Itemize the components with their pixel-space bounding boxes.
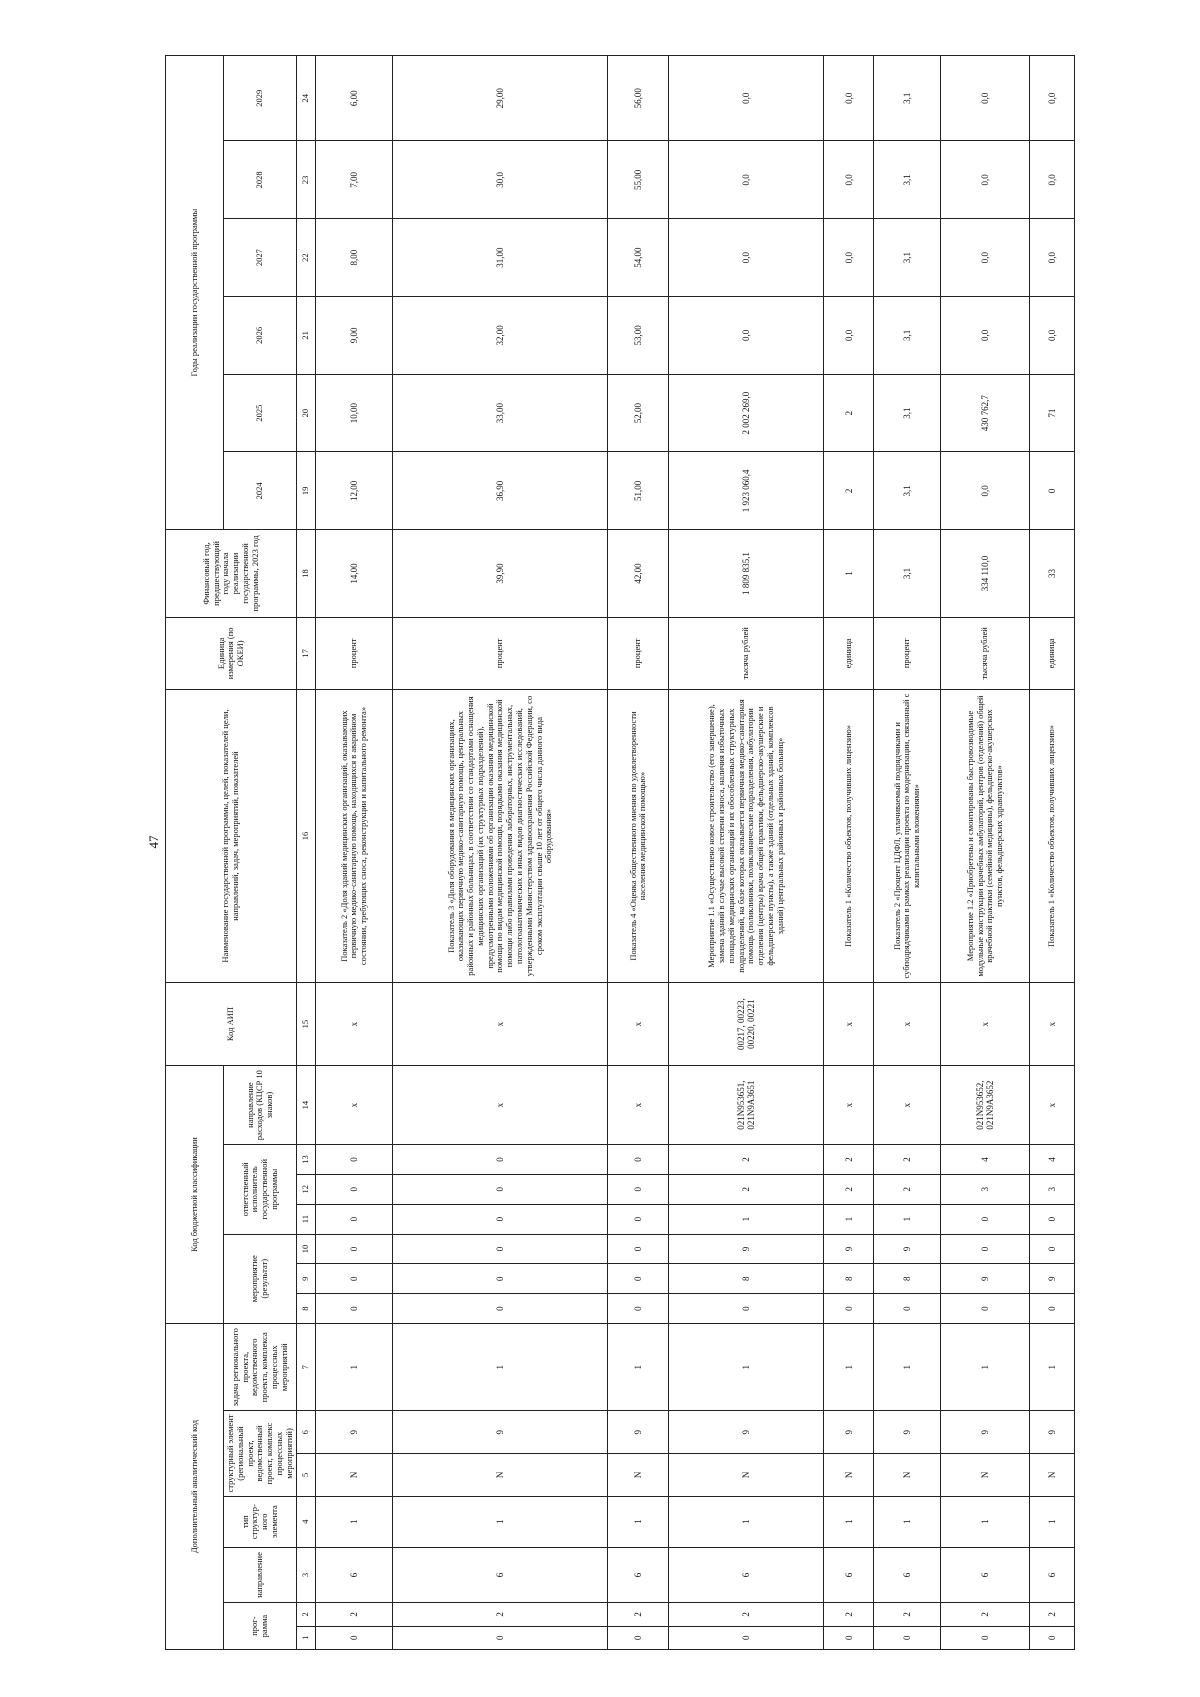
- cell-executor-1: 0: [316, 1204, 393, 1234]
- cell-struct-element-1: N: [874, 1454, 941, 1497]
- cell-2027: 31,00: [393, 219, 608, 297]
- cell-2025: 3,1: [874, 374, 941, 452]
- cell-struct-type: 1: [316, 1496, 393, 1547]
- column-number: 5: [297, 1454, 316, 1497]
- column-number: 24: [297, 56, 316, 141]
- cell-2029: 0,0: [669, 56, 824, 141]
- cell-unit: процент: [316, 617, 393, 689]
- cell-2026: 53,00: [608, 296, 669, 374]
- cell-event-3: 0: [941, 1234, 1030, 1264]
- cell-event-1: 0: [941, 1294, 1030, 1324]
- cell-expense-direction: х: [316, 1066, 393, 1145]
- cell-expense-direction: х: [608, 1066, 669, 1145]
- cell-struct-element-2: 9: [669, 1411, 824, 1454]
- cell-name: Мероприятие 1.2 «Приобретены и смонтированы быстровозводимые модульные конструкции врачебных амбулаторий, центров (отделений) общей врачебной практики (семейной медицины), фельдшерско-акушерских пунктов, фельдшерских здравпунктов»: [941, 690, 1030, 983]
- column-number: 13: [297, 1145, 316, 1175]
- cell-event-3: 9: [874, 1234, 941, 1264]
- cell-2027: 0,0: [941, 219, 1030, 297]
- cell-expense-direction: х: [393, 1066, 608, 1145]
- cell-base-year: 1 809 835,1: [669, 530, 824, 617]
- header-year-2028: 2028: [224, 141, 297, 219]
- cell-aip-code: х: [393, 983, 608, 1066]
- header-name: Наименование государственной программы, целей, показателей цели, направлений, задач, мероприятий, показателей: [166, 690, 297, 983]
- cell-executor-2: 3: [941, 1174, 1030, 1204]
- cell-struct-element-1: N: [316, 1454, 393, 1497]
- cell-event-1: 0: [608, 1294, 669, 1324]
- header-base-year: Финансовый год, предшествующий году начала реализации государственной программы, 2023 год: [166, 530, 297, 617]
- cell-program-2: 2: [1030, 1603, 1075, 1626]
- cell-2024: 36,90: [393, 452, 608, 530]
- cell-2027: 3,1: [874, 219, 941, 297]
- cell-program-2: 2: [393, 1603, 608, 1626]
- cell-direction: 6: [824, 1547, 874, 1602]
- cell-base-year: 42,00: [608, 530, 669, 617]
- cell-program-2: 2: [669, 1603, 824, 1626]
- cell-2024: 0: [1030, 452, 1075, 530]
- page-number: 47: [146, 835, 161, 849]
- cell-direction: 6: [316, 1547, 393, 1602]
- cell-struct-element-2: 9: [316, 1411, 393, 1454]
- column-number: 9: [297, 1264, 316, 1294]
- cell-program-1: 0: [824, 1626, 874, 1649]
- cell-expense-direction: 021N953651, 021N9A3651: [669, 1066, 824, 1145]
- cell-struct-element-1: N: [608, 1454, 669, 1497]
- cell-base-year: 1: [824, 530, 874, 617]
- cell-executor-1: 1: [824, 1204, 874, 1234]
- header-executor: ответственный исполнитель государственной программы: [224, 1145, 297, 1234]
- cell-unit: тысяча рублей: [669, 617, 824, 689]
- cell-event-2: 0: [316, 1264, 393, 1294]
- header-year-2026: 2026: [224, 296, 297, 374]
- cell-2024: 12,00: [316, 452, 393, 530]
- cell-struct-type: 1: [1030, 1496, 1075, 1547]
- column-number: 10: [297, 1234, 316, 1264]
- cell-program-2: 2: [608, 1603, 669, 1626]
- table-row: [1030, 56, 1075, 1650]
- table-row: [874, 56, 941, 1650]
- cell-struct-element-1: N: [824, 1454, 874, 1497]
- table-row: [669, 56, 824, 1650]
- cell-event-1: 0: [393, 1294, 608, 1324]
- cell-direction: 6: [608, 1547, 669, 1602]
- header-additional-code: Дополнительный аналитический код: [166, 1324, 224, 1650]
- column-number: 21: [297, 296, 316, 374]
- cell-unit: тысяча рублей: [941, 617, 1030, 689]
- cell-executor-1: 0: [1030, 1204, 1075, 1234]
- cell-2027: 0,0: [669, 219, 824, 297]
- cell-2029: 29,00: [393, 56, 608, 141]
- column-number: 14: [297, 1066, 316, 1145]
- column-number: 20: [297, 374, 316, 452]
- cell-executor-3: 0: [316, 1145, 393, 1175]
- cell-event-2: 9: [1030, 1264, 1075, 1294]
- column-number: 3: [297, 1547, 316, 1602]
- cell-struct-element-1: N: [393, 1454, 608, 1497]
- header-unit: Единица измерения (по ОКЕИ): [166, 617, 297, 689]
- cell-aip-code: 00217, 00223, 00220, 00221: [669, 983, 824, 1066]
- cell-task: 1: [393, 1324, 608, 1411]
- cell-executor-1: 0: [608, 1204, 669, 1234]
- cell-2026: 0,0: [941, 296, 1030, 374]
- cell-event-2: 9: [941, 1264, 1030, 1294]
- cell-struct-element-2: 9: [1030, 1411, 1075, 1454]
- cell-struct-type: 1: [941, 1496, 1030, 1547]
- cell-task: 1: [316, 1324, 393, 1411]
- header-budget-code: Код бюджетной классификации: [166, 1066, 224, 1324]
- cell-2029: 0,0: [1030, 56, 1075, 141]
- cell-base-year: 39,90: [393, 530, 608, 617]
- cell-2026: 9,00: [316, 296, 393, 374]
- cell-event-1: 0: [669, 1294, 824, 1324]
- cell-program-1: 0: [874, 1626, 941, 1649]
- cell-program-2: 2: [316, 1603, 393, 1626]
- cell-struct-type: 1: [669, 1496, 824, 1547]
- column-number: 22: [297, 219, 316, 297]
- column-number: 6: [297, 1411, 316, 1454]
- column-number: 16: [297, 690, 316, 983]
- cell-event-3: 0: [1030, 1234, 1075, 1264]
- cell-2027: 0,0: [824, 219, 874, 297]
- cell-2028: 30,0: [393, 141, 608, 219]
- cell-task: 1: [669, 1324, 824, 1411]
- cell-task: 1: [1030, 1324, 1075, 1411]
- column-number: 12: [297, 1174, 316, 1204]
- cell-expense-direction: х: [874, 1066, 941, 1145]
- cell-task: 1: [824, 1324, 874, 1411]
- cell-2025: 10,00: [316, 374, 393, 452]
- table-row: [608, 56, 669, 1650]
- cell-2029: 0,0: [941, 56, 1030, 141]
- cell-2024: 0,0: [941, 452, 1030, 530]
- column-number: 4: [297, 1496, 316, 1547]
- header-event: мероприятие (результат): [224, 1234, 297, 1323]
- cell-event-3: 0: [608, 1234, 669, 1264]
- cell-program-1: 0: [316, 1626, 393, 1649]
- cell-name: Показатель 3 «Доля оборудования в медицинских организациях, оказывающих первичную медико-санитарную помощь, центральных районных и районных больницах, в соответствии со стандартами оснащения медицинских организаций (их структурных подразделений), предусмотренными положениями об организации оказания медицинской помощи по видам медицинской помощи, порядками оказания медицинской помощи либо правилами проведения лабораторных, инструментальных, патологоанатомических и иных видов диагностических исследований, утвержденными Министерством здравоохранения Российской Федерации, со сроком эксплуатации свыше 10 лет от общего числа данного вида оборудования»: [393, 690, 608, 983]
- cell-event-2: 8: [874, 1264, 941, 1294]
- header-aip-code: Код АИП: [166, 983, 297, 1066]
- cell-task: 1: [941, 1324, 1030, 1411]
- cell-2024: 2: [824, 452, 874, 530]
- cell-direction: 6: [669, 1547, 824, 1602]
- cell-struct-element-2: 9: [608, 1411, 669, 1454]
- header-years-title: Годы реализации государственной программы: [166, 56, 224, 530]
- cell-2028: 0,0: [824, 141, 874, 219]
- header-struct-type: тип структур-ного элемента: [224, 1496, 297, 1547]
- cell-executor-1: 0: [393, 1204, 608, 1234]
- cell-2024: 51,00: [608, 452, 669, 530]
- cell-event-1: 0: [824, 1294, 874, 1324]
- column-number: 8: [297, 1294, 316, 1324]
- cell-unit: процент: [393, 617, 608, 689]
- cell-name: Показатель 1 «Количество объектов, получивших лицензию»: [824, 690, 874, 983]
- cell-unit: процент: [608, 617, 669, 689]
- cell-2026: 0,0: [1030, 296, 1075, 374]
- cell-aip-code: х: [941, 983, 1030, 1066]
- cell-program-1: 0: [941, 1626, 1030, 1649]
- header-year-2027: 2027: [224, 219, 297, 297]
- column-number: 7: [297, 1324, 316, 1411]
- cell-task: 1: [608, 1324, 669, 1411]
- cell-aip-code: х: [608, 983, 669, 1066]
- column-number: 23: [297, 141, 316, 219]
- cell-direction: 6: [393, 1547, 608, 1602]
- header-direction: направление: [224, 1547, 297, 1602]
- cell-2026: 0,0: [824, 296, 874, 374]
- cell-executor-1: 0: [941, 1204, 1030, 1234]
- cell-direction: 6: [1030, 1547, 1075, 1602]
- cell-2026: 0,0: [669, 296, 824, 374]
- cell-struct-type: 1: [874, 1496, 941, 1547]
- cell-program-1: 0: [1030, 1626, 1075, 1649]
- header-year-2024: 2024: [224, 452, 297, 530]
- cell-2025: 430 762,7: [941, 374, 1030, 452]
- header-struct-element: структурный элемент (региональный проект, ведомственный проект, комплекс процессных мероприятий): [224, 1411, 297, 1496]
- table-row: [393, 56, 608, 1650]
- cell-program-1: 0: [669, 1626, 824, 1649]
- cell-executor-1: 1: [669, 1204, 824, 1234]
- rotated-page-area: [165, 55, 1165, 1650]
- landscape-sheet: [165, 55, 1165, 1650]
- cell-program-1: 0: [393, 1626, 608, 1649]
- header-year-2029: 2029: [224, 56, 297, 141]
- cell-event-1: 0: [316, 1294, 393, 1324]
- cell-event-1: 0: [1030, 1294, 1075, 1324]
- cell-program-1: 0: [608, 1626, 669, 1649]
- cell-struct-element-1: N: [1030, 1454, 1075, 1497]
- cell-2025: 2: [824, 374, 874, 452]
- cell-aip-code: х: [1030, 983, 1075, 1066]
- cell-2026: 3,1: [874, 296, 941, 374]
- cell-name: Показатель 2 «Доля зданий медицинских организаций, оказывающих первичную медико-санитарную помощь, находящихся в аварийном состоянии, требующих сноса, реконструкции и капитального ремонта»: [316, 690, 393, 983]
- cell-2028: 3,1: [874, 141, 941, 219]
- cell-executor-2: 3: [1030, 1174, 1075, 1204]
- header-expense-direction: направление расходов (КЦСР 10 знаков): [224, 1066, 297, 1145]
- cell-event-1: 0: [874, 1294, 941, 1324]
- cell-struct-type: 1: [824, 1496, 874, 1547]
- cell-unit: единица: [824, 617, 874, 689]
- cell-name: Показатель 4 «Оценка общественного мнения по удовлетворенности населения медицинской помощью»: [608, 690, 669, 983]
- cell-2029: 0,0: [824, 56, 874, 141]
- cell-2027: 54,00: [608, 219, 669, 297]
- cell-2025: 71: [1030, 374, 1075, 452]
- cell-base-year: 334 110,0: [941, 530, 1030, 617]
- cell-name: Показатель 1 «Количество объектов, получивших лицензию»: [1030, 690, 1075, 983]
- cell-event-2: 0: [608, 1264, 669, 1294]
- cell-event-3: 9: [669, 1234, 824, 1264]
- column-number: 1: [297, 1626, 316, 1649]
- cell-struct-element-1: N: [669, 1454, 824, 1497]
- cell-executor-2: 0: [608, 1174, 669, 1204]
- column-number: 11: [297, 1204, 316, 1234]
- header-task: задача регионального проекта, ведомственного проекта, комплекса процессных мероприятий: [224, 1324, 297, 1411]
- cell-expense-direction: х: [1030, 1066, 1075, 1145]
- cell-name: Показатель 2 «Процент ЦДФЛ, уплачиваемый подрядчиками и субподрядчиками в рамках реализации проекта по модернизации, связанный с капитальными вложениями»: [874, 690, 941, 983]
- table-row: [316, 56, 393, 1650]
- cell-2028: 55,00: [608, 141, 669, 219]
- cell-2025: 33,00: [393, 374, 608, 452]
- cell-name: Мероприятие 1.1 «Осуществлено новое строительство (его завершение), замена зданий в случае высокой степени износа, наличия избыточных площадей медицинских организаций и их обособленных структурных подразделений, на базе которых оказывается первичная медико-санитарная помощь (поликлиники, поликлинические подразделения, амбулатории отделения (центры) врача общей практики, фельдшерско-акушерские и фельдшерские пункты), а также зданий (отдельных зданий, комплексов зданий) центральных районных и районных больниц»: [669, 690, 824, 983]
- column-number-row: [297, 56, 316, 1650]
- cell-executor-3: 0: [608, 1145, 669, 1175]
- cell-program-2: 2: [941, 1603, 1030, 1626]
- cell-executor-3: 2: [874, 1145, 941, 1175]
- cell-2028: 0,0: [941, 141, 1030, 219]
- cell-2027: 8,00: [316, 219, 393, 297]
- cell-executor-2: 2: [669, 1174, 824, 1204]
- cell-executor-2: 2: [874, 1174, 941, 1204]
- header-row-1: [166, 56, 224, 1650]
- cell-direction: 6: [874, 1547, 941, 1602]
- cell-2028: 0,0: [669, 141, 824, 219]
- cell-unit: единица: [1030, 617, 1075, 689]
- cell-program-2: 2: [874, 1603, 941, 1626]
- cell-expense-direction: х: [824, 1066, 874, 1145]
- cell-2029: 3,1: [874, 56, 941, 141]
- cell-2024: 1 923 060,4: [669, 452, 824, 530]
- cell-event-3: 9: [824, 1234, 874, 1264]
- cell-aip-code: х: [824, 983, 874, 1066]
- cell-base-year: 33: [1030, 530, 1075, 617]
- cell-struct-element-1: N: [941, 1454, 1030, 1497]
- cell-2025: 2 002 269,0: [669, 374, 824, 452]
- cell-2029: 6,00: [316, 56, 393, 141]
- cell-expense-direction: 021N953652, 021N9A3652: [941, 1066, 1030, 1145]
- cell-task: 1: [874, 1324, 941, 1411]
- column-number: 19: [297, 452, 316, 530]
- cell-event-3: 0: [393, 1234, 608, 1264]
- cell-executor-2: 0: [316, 1174, 393, 1204]
- cell-event-3: 0: [316, 1234, 393, 1264]
- cell-2025: 52,00: [608, 374, 669, 452]
- cell-base-year: 3,1: [874, 530, 941, 617]
- cell-event-2: 8: [669, 1264, 824, 1294]
- cell-struct-element-2: 9: [941, 1411, 1030, 1454]
- cell-struct-element-2: 9: [874, 1411, 941, 1454]
- cell-2028: 7,00: [316, 141, 393, 219]
- table-row: [941, 56, 1030, 1650]
- cell-aip-code: х: [874, 983, 941, 1066]
- cell-executor-3: 4: [1030, 1145, 1075, 1175]
- cell-executor-1: 1: [874, 1204, 941, 1234]
- cell-executor-3: 2: [669, 1145, 824, 1175]
- cell-executor-3: 2: [824, 1145, 874, 1175]
- cell-struct-type: 1: [393, 1496, 608, 1547]
- cell-executor-3: 0: [393, 1145, 608, 1175]
- cell-2029: 56,00: [608, 56, 669, 141]
- cell-executor-3: 4: [941, 1145, 1030, 1175]
- cell-2027: 0,0: [1030, 219, 1075, 297]
- cell-executor-2: 0: [393, 1174, 608, 1204]
- cell-struct-type: 1: [608, 1496, 669, 1547]
- cell-event-2: 0: [393, 1264, 608, 1294]
- cell-struct-element-2: 9: [824, 1411, 874, 1454]
- cell-aip-code: х: [316, 983, 393, 1066]
- cell-2028: 0,0: [1030, 141, 1075, 219]
- cell-base-year: 14,00: [316, 530, 393, 617]
- cell-program-2: 2: [824, 1603, 874, 1626]
- column-number: 2: [297, 1603, 316, 1626]
- cell-direction: 6: [941, 1547, 1030, 1602]
- cell-executor-2: 2: [824, 1174, 874, 1204]
- column-number: 15: [297, 983, 316, 1066]
- header-program: прог-рамма: [224, 1603, 297, 1650]
- cell-event-2: 8: [824, 1264, 874, 1294]
- cell-2026: 32,00: [393, 296, 608, 374]
- cell-2024: 3,1: [874, 452, 941, 530]
- column-number: 18: [297, 530, 316, 617]
- cell-unit: процент: [874, 617, 941, 689]
- cell-struct-element-2: 9: [393, 1411, 608, 1454]
- column-number: 17: [297, 617, 316, 689]
- program-table: [165, 55, 1075, 1650]
- header-year-2025: 2025: [224, 374, 297, 452]
- table-row: [824, 56, 874, 1650]
